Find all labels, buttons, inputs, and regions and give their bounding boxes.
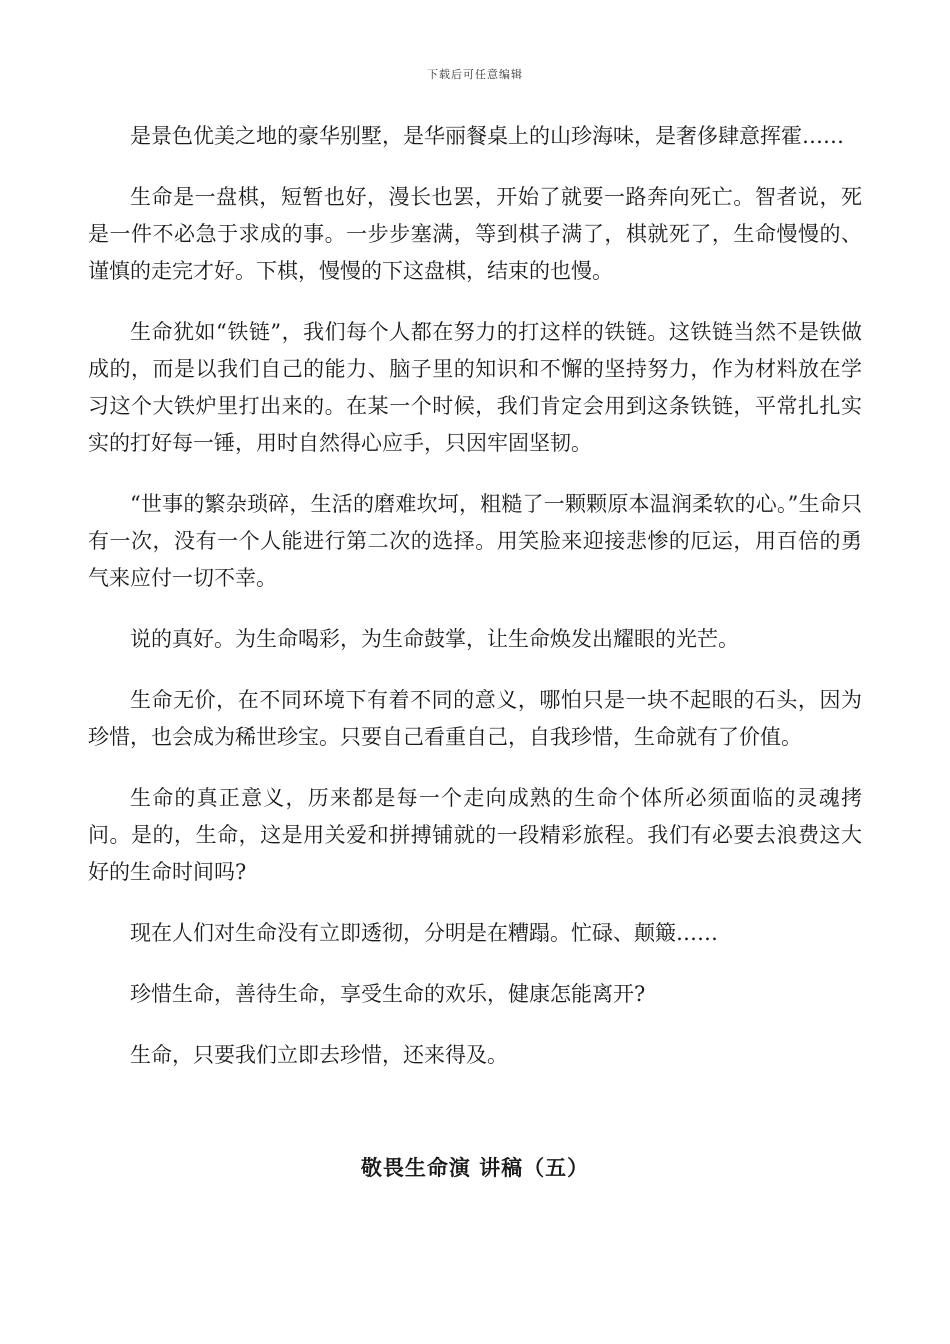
paragraph-8: 现在人们对生命没有立即透彻，分明是在糟蹋。忙碌、颠簸…… <box>130 921 718 945</box>
paragraph-6: 生命无价，在不同环境下有着不同的意义，哪怕只是一块不起眼的石头，因为珍惜，也会成为稀世珍宝。只要自己看重自己，自我珍惜，生命就有了价值。 <box>88 688 862 749</box>
header-note: 下载后可任意编辑 <box>427 68 523 81</box>
paragraph-1: 是景色优美之地的豪华别墅，是华丽餐桌上的山珍海味，是奢侈肆意挥霍…… <box>130 124 844 148</box>
paragraph-9: 珍惜生命，善待生命，享受生命的欢乐，健康怎能离开? <box>130 982 646 1006</box>
document-body <box>88 118 862 1098</box>
paragraph-5: 说的真好。为生命喝彩，为生命鼓掌，让生命焕发出耀眼的光芒。 <box>130 627 739 651</box>
paragraph-4: “世事的繁杂琐碎，生活的磨难坎坷，粗糙了一颗颗原本温润柔软的心。”生命只有一次，没有一个人能进行第二次的选择。用笑脸来迎接悲惨的厄运，用百倍的勇气来应付一切不幸。 <box>88 492 862 590</box>
paragraph-10: 生命，只要我们立即去珍惜，还来得及。 <box>130 1043 508 1067</box>
paragraph-3: 生命犹如“铁链”，我们每个人都在努力的打这样的铁链。这铁链当然不是铁做成的，而是以我们自己的能力、脑子里的知识和不懈的坚持努力，作为材料放在学习这个大铁炉里打出来的。在某一个时候，我们肯定会用到这条铁链，平常扎扎实实的打好每一锤，用时自然得心应手，只因牢固坚韧。 <box>88 320 862 455</box>
paragraph-2: 生命是一盘棋，短暂也好，漫长也罢，开始了就要一路奔向死亡。智者说，死是一件不必急于求成的事。一步步塞满，等到棋子满了，棋就死了，生命慢慢的、谨慎的走完才好。下棋，慢慢的下这盘棋，结束的也慢。 <box>88 185 862 283</box>
section-heading: 敬畏生命演 讲稿（五） <box>360 1155 590 1180</box>
paragraph-7: 生命的真正意义，历来都是每一个走向成熟的生命个体所必须面临的灵魂拷问。是的，生命，这是用关爱和拼搏铺就的一段精彩旅程。我们有必要去浪费这大好的生命时间吗? <box>88 786 862 884</box>
